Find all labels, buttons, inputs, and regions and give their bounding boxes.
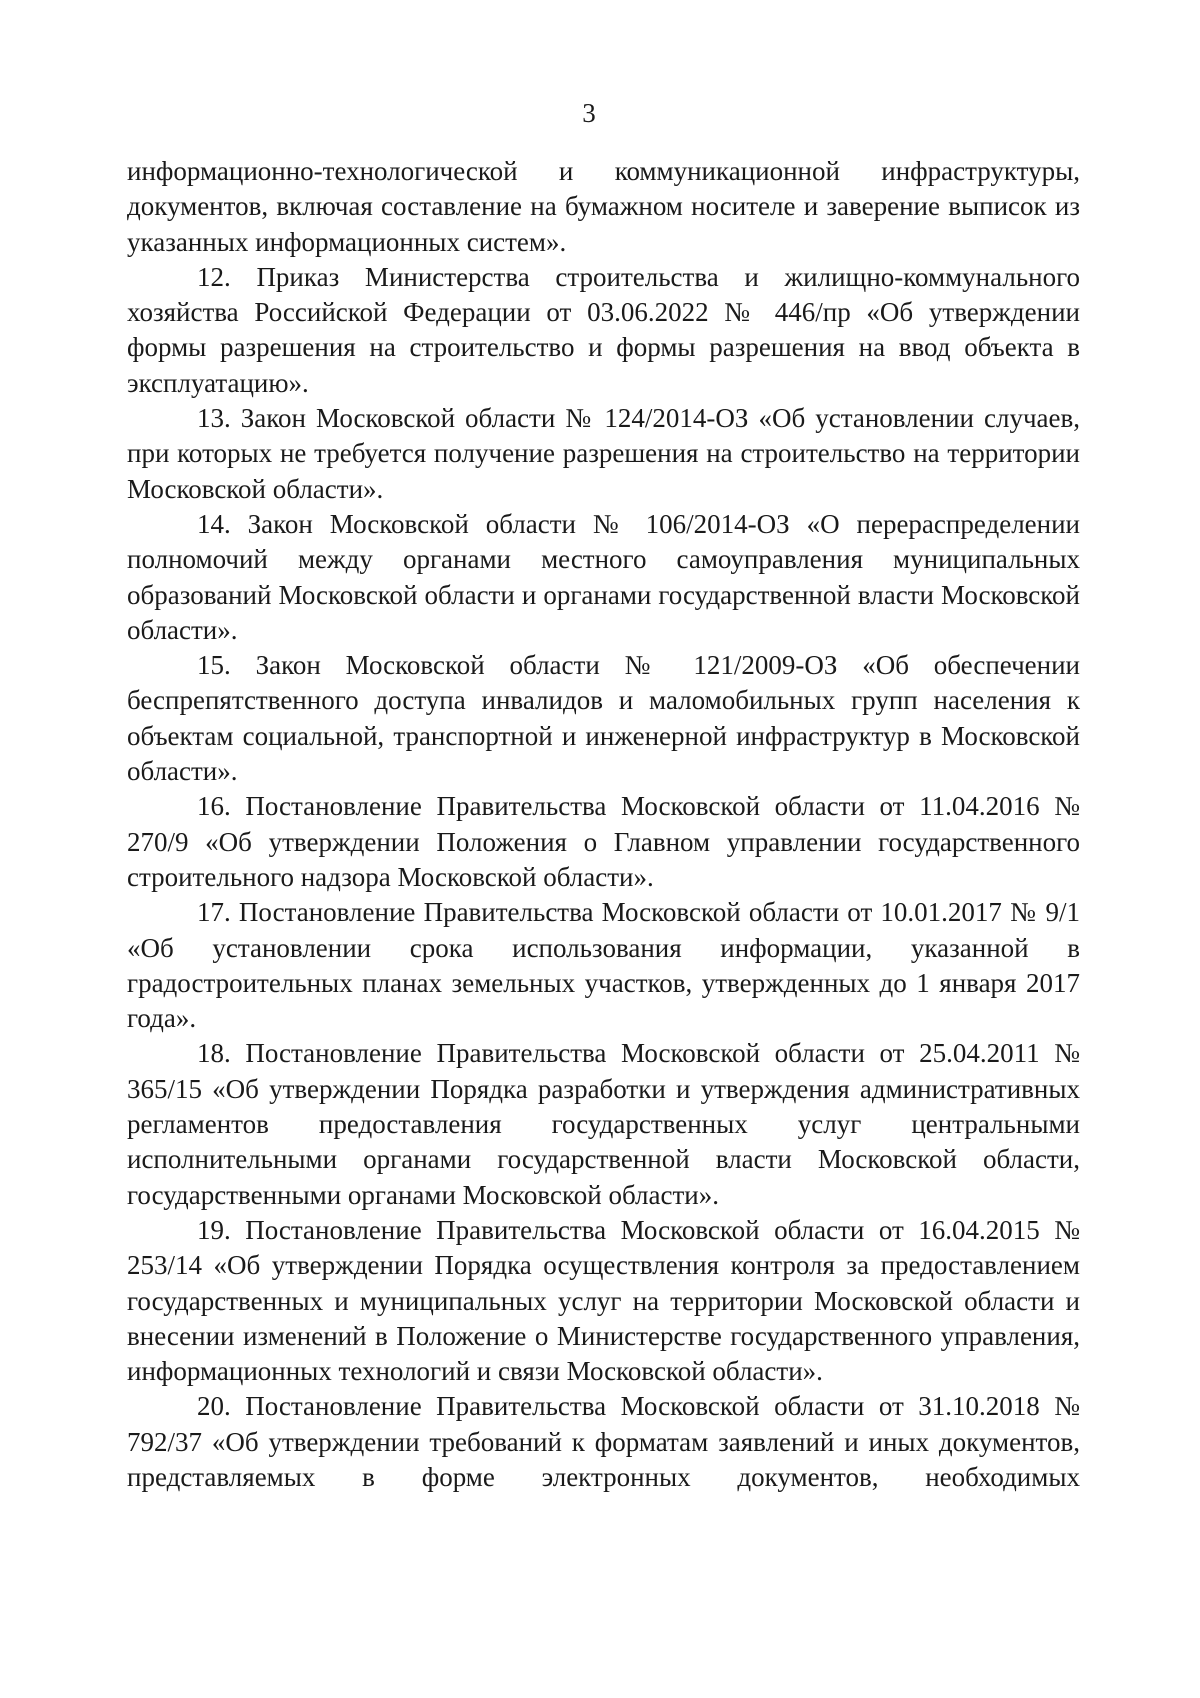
paragraph-continuation: информационно-технологической и коммуникационной инфраструктуры, документов, включая составление на бумажном носителе и заверение выписок из указанных информационных систем». [127, 156, 1080, 257]
list-item-12: 12. Приказ Министерства строительства и жилищно-коммунального хозяйства Российской Федерации от 03.06.2022 № 446/пр «Об утверждении формы разрешения на строительство и формы разрешения на ввод объекта в эксплуатацию». [127, 261, 1080, 398]
list-item-20: 20. Постановление Правительства Московской области от 31.10.2018 № 792/37 «Об утверждении требований к форматам заявлений и иных документов, представляемых в форме электронных документов, необходимых [127, 1391, 1080, 1492]
document-body [127, 154, 1080, 1495]
list-item-17: 17. Постановление Правительства Московской области от 10.01.2017 № 9/1 «Об установлении срока использования информации, указанной в градостроительных планах земельных участков, утвержденных до 1 января 2017 года». [127, 897, 1080, 1034]
list-item-14: 14. Закон Московской области № 106/2014-ОЗ «О перераспределении полномочий между органами местного самоуправления муниципальных образований Московской области и органами государственной власти Московской области». [127, 508, 1080, 645]
list-item-15: 15. Закон Московской области № 121/2009-ОЗ «Об обеспечении беспрепятственного доступа инвалидов и маломобильных групп населения к объектам социальной, транспортной и инженерной инфраструктур в Московской области». [127, 650, 1080, 787]
list-item-16: 16. Постановление Правительства Московской области от 11.04.2016 № 270/9 «Об утверждении Положения о Главном управлении государственного строительного надзора Московской области». [127, 791, 1080, 892]
page-number: 3 [582, 98, 596, 128]
list-item-19: 19. Постановление Правительства Московской области от 16.04.2015 № 253/14 «Об утверждении Порядка осуществления контроля за предоставлением государственных и муниципальных услуг на территории Московской области и внесении изменений в Положение о Министерстве государственного управления, информационных технологий и связи Московской области». [127, 1214, 1080, 1387]
list-item-18: 18. Постановление Правительства Московской области от 25.04.2011 № 365/15 «Об утверждении Порядка разработки и утверждения административных регламентов предоставления государственных услуг центральными исполнительными органами государственной власти Московской области, государственными органами Московской области». [127, 1038, 1080, 1210]
list-item-13: 13. Закон Московской области № 124/2014-ОЗ «Об установлении случаев, при которых не требуется получение разрешения на строительство на территории Московской области». [127, 403, 1080, 504]
